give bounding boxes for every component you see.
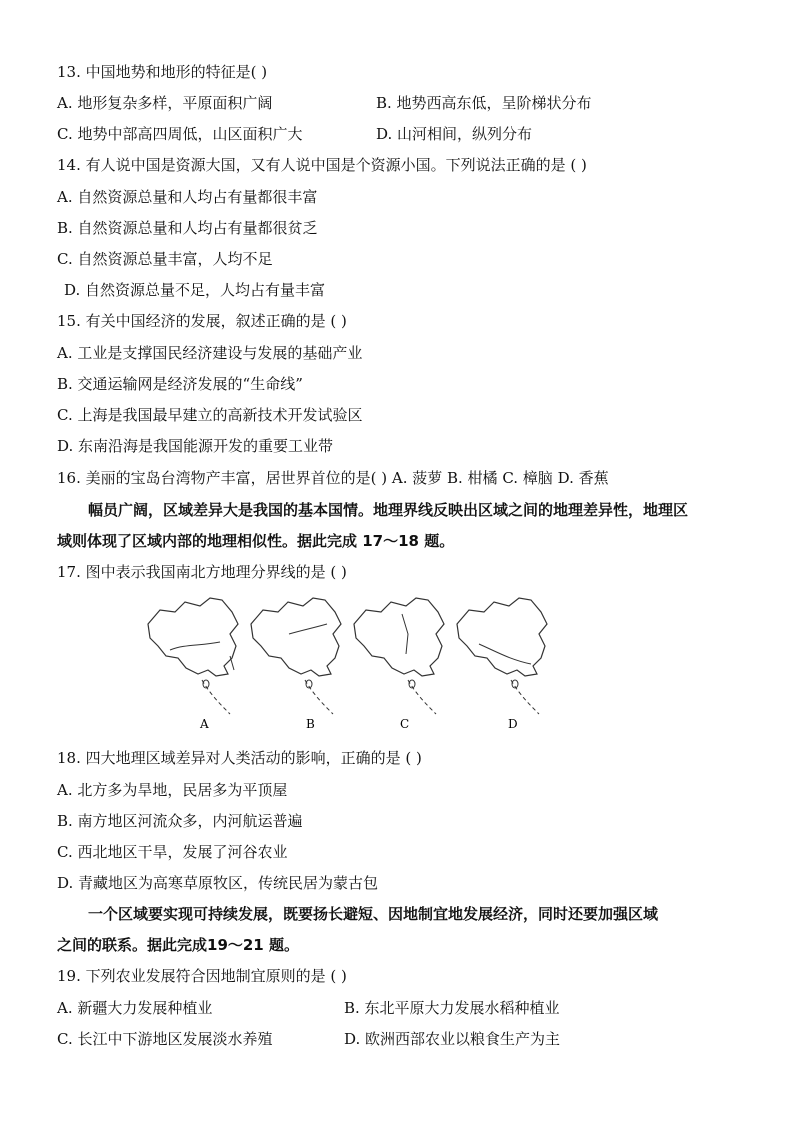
q17-stem: 17. 图中表示我国南北方地理分界线的是 ( ): [57, 563, 347, 581]
china-maps-svg: [140, 594, 560, 734]
q14-option-d: D. 自然资源总量不足，人均占有量丰富: [64, 281, 326, 299]
q14-option-a: A. 自然资源总量和人均占有量都很丰富: [57, 188, 318, 206]
q14-option-c: C. 自然资源总量丰富，人均不足: [57, 250, 273, 268]
q18-option-b: B. 南方地区河流众多，内河航运普遍: [57, 812, 303, 830]
q18-option-d: D. 青藏地区为高寒草原牧区，传统民居为蒙古包: [57, 874, 379, 892]
q15-option-b: B. 交通运输网是经济发展的“生命线”: [57, 375, 303, 393]
china-map-a: [148, 598, 238, 714]
china-map-c: [354, 598, 444, 714]
q19-stem: 19. 下列农业发展符合因地制宜原则的是 ( ): [57, 967, 347, 985]
intro-17-18-line2: 域则体现了区域内部的地理相似性。据此完成 17～18 题。: [57, 532, 455, 550]
q19-option-d: D. 欧洲西部农业以粮食生产为主: [344, 1030, 561, 1048]
intro-17-18-line1: 幅员广阔，区域差异大是我国的基本国情。地理界线反映出区域之间的地理差异性，地理区: [88, 501, 689, 519]
q19-option-c: C. 长江中下游地区发展淡水养殖: [57, 1030, 273, 1048]
q15-option-c: C. 上海是我国最早建立的高新技术开发试验区: [57, 406, 363, 424]
china-map-d: [457, 598, 547, 714]
map-label-d: D: [508, 717, 518, 731]
q19-option-a: A. 新疆大力发展种植业: [57, 999, 213, 1017]
q18-stem: 18. 四大地理区域差异对人类活动的影响，正确的是 ( ): [57, 749, 422, 767]
china-map-b: [251, 598, 341, 714]
q18-option-c: C. 西北地区干旱，发展了河谷农业: [57, 843, 288, 861]
intro-19-21-line2: 之间的联系。据此完成19～21 题。: [57, 936, 299, 954]
map-label-c: C: [400, 717, 410, 731]
map-label-a: A: [200, 717, 209, 731]
intro-19-21-line1: 一个区域要实现可持续发展，既要扬长避短、因地制宜地发展经济，同时还要加强区域: [88, 905, 659, 923]
q13-option-d: D. 山河相间，纵列分布: [376, 125, 533, 143]
q15-option-d: D. 东南沿海是我国能源开发的重要工业带: [57, 437, 334, 455]
q19-option-b: B. 东北平原大力发展水稻种植业: [344, 999, 560, 1017]
q16-stem: 16. 美丽的宝岛台湾物产丰富，居世界首位的是( ) A. 菠萝 B. 柑橘 C. 樟脑 D. 香蕉: [57, 469, 609, 487]
q13-option-a: A. 地形复杂多样，平原面积广阔: [57, 94, 273, 112]
q15-option-a: A. 工业是支撑国民经济建设与发展的基础产业: [57, 344, 363, 362]
q18-option-a: A. 北方多为旱地，民居多为平顶屋: [57, 781, 288, 799]
china-maps-figure: [140, 594, 560, 734]
q13-option-c: C. 地势中部高四周低，山区面积广大: [57, 125, 303, 143]
q15-stem: 15. 有关中国经济的发展，叙述正确的是 ( ): [57, 312, 347, 330]
q13-option-b: B. 地势西高东低，呈阶梯状分布: [376, 94, 592, 112]
map-label-b: B: [306, 717, 315, 731]
q14-stem: 14. 有人说中国是资源大国，又有人说中国是个资源小国。下列说法正确的是 ( ): [57, 156, 587, 174]
q14-option-b: B. 自然资源总量和人均占有量都很贫乏: [57, 219, 318, 237]
q13-stem: 13. 中国地势和地形的特征是( ): [57, 63, 268, 81]
